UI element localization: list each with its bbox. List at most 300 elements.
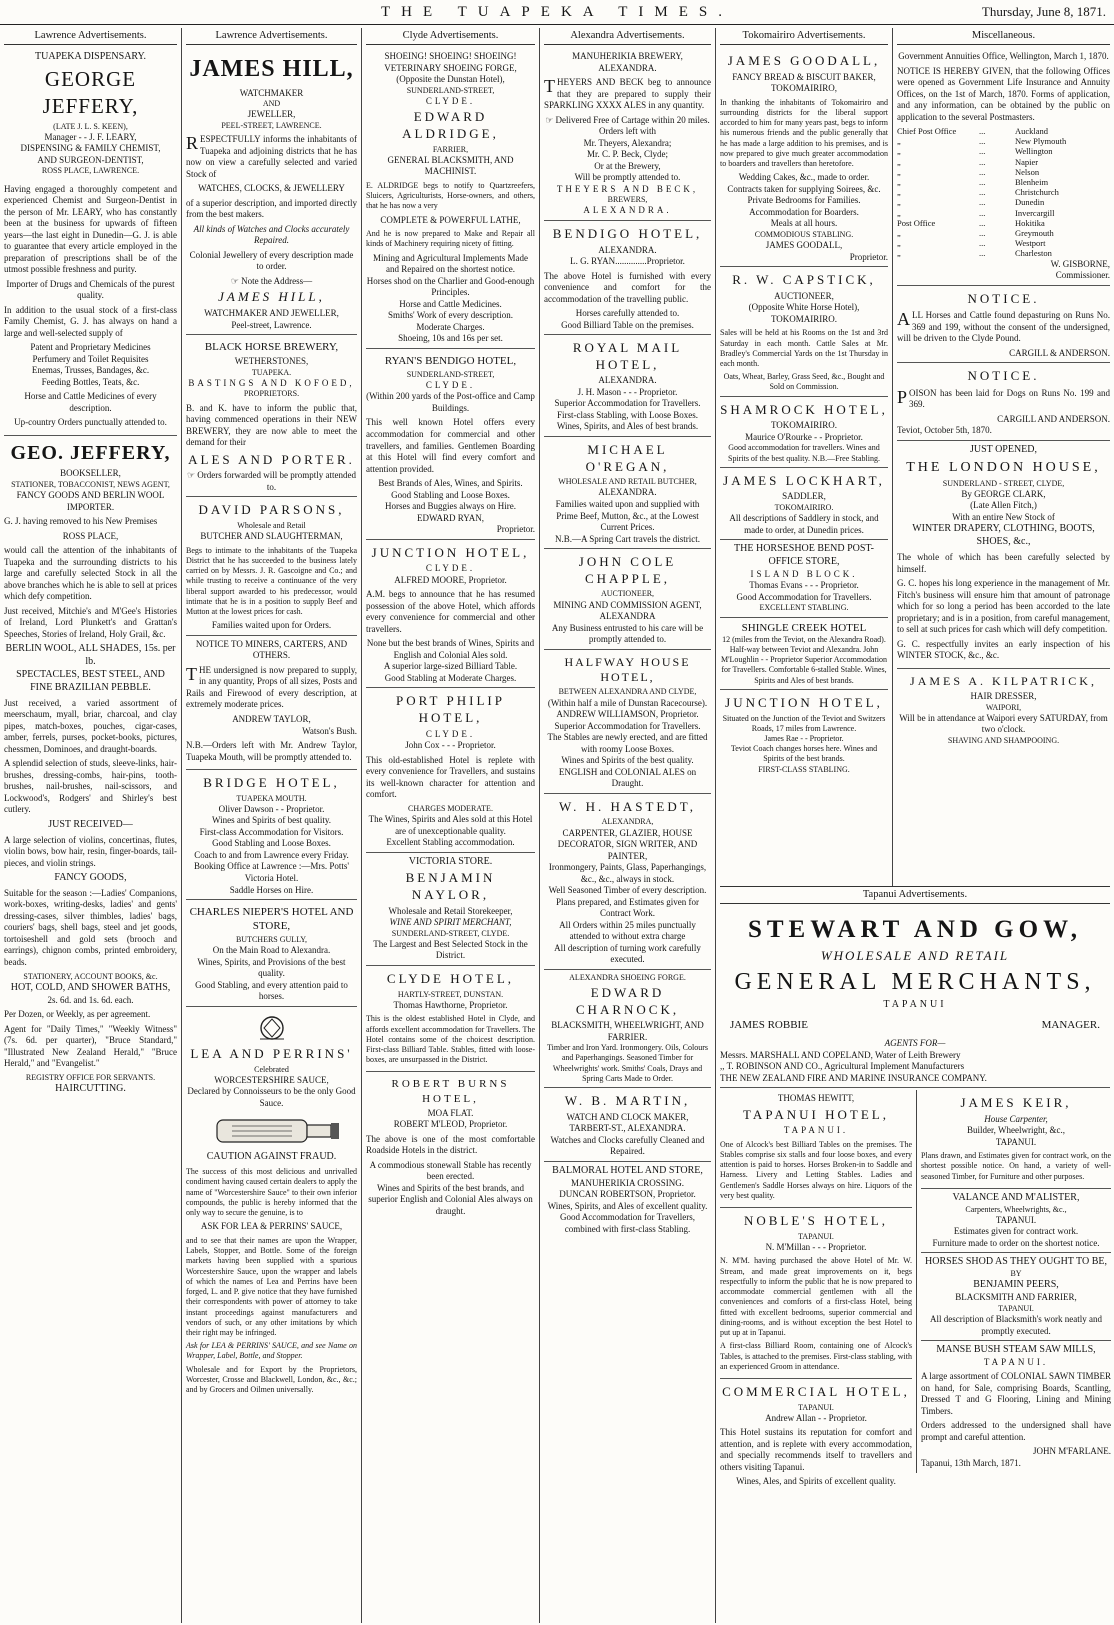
ad-line: EXCELLENT STABLING.: [759, 603, 849, 613]
ad-line: BENJAMIN PEERS,: [973, 1279, 1059, 1291]
ad-name: BENJAMIN NAYLOR,: [405, 870, 496, 902]
ad-text: Having engaged a thoroughly competent and experienced Chemist and Surgeon-Dentist in the person of Mr. LEARY, who has constantly been at the business for upwards of fifteen years—the last eight in Dunedin—G. J. is able to guarantee that every article employed in the preparation of prescriptions shall be of the utmost possible freshness and purity.: [4, 183, 177, 275]
ad-line: Wholesale and Retail: [237, 520, 306, 530]
ad-shamrock-hotel: [720, 397, 888, 468]
office-dots: ...: [979, 197, 986, 208]
ad-line: Smiths' Work of every description.: [388, 310, 513, 321]
ad-line: ALEXANDRA.: [598, 244, 657, 255]
ad-bendigo-hotel: [544, 221, 711, 335]
ad-line: TOKOMAIRIRO.: [770, 313, 838, 324]
ad-line: AND: [262, 99, 281, 109]
office-town: Charleston: [1015, 248, 1052, 259]
post-office-row: [897, 187, 1110, 197]
office-type: Chief Post Office: [897, 126, 957, 137]
ad-line: Horse and Cattle Medicines.: [399, 298, 502, 309]
ad-text: Suitable for the season :—Ladies' Companions, work-boxes, writing-desks, ladies' and gents' dressing-cases, silver thimbles, ladies' bags, couriers' bags, shell bags, steel and jet goods, tortoiseshell and gold sets (brooch and earrings), chignon combs, printed embroidery, beads.: [4, 887, 177, 967]
ad-name: W. H. HASTEDT,: [559, 798, 696, 814]
ad-text: A large assortment of COLONIAL SAWN TIMBER on hand, for Sale, comprising Boards, Scantling, Dressed T and G Flooring, Lining and Mining Timbers.: [921, 1371, 1111, 1416]
column-heading: Miscellaneous.: [897, 28, 1110, 45]
ad-line: Families waited upon and supplied with Prime Beef, Mutton, &c., at the Lowest Current Prices.: [555, 499, 700, 533]
ad-line: BREWERS,: [607, 195, 648, 205]
column-tokomairiro: [715, 28, 892, 886]
ad-port-philip-hotel: [366, 688, 535, 852]
ad-halfway-house-hotel: [544, 650, 711, 794]
ad-heading: NOTICE.: [967, 368, 1040, 384]
ad-line: A commodious stonewall Stable has recently been erected.: [369, 1159, 532, 1182]
ad-line: Oats, Wheat, Barley, Grass Seed, &c., Bought and Sold on Commission.: [723, 372, 885, 392]
ad-line: STATIONERY, ACCOUNT BOOKS, &c.: [23, 971, 158, 981]
ad-royal-mail-hotel: [544, 335, 711, 437]
ad-text: ALL Horses and Cattle found depasturing on Runs No. 369 and 199, without the consent of the undersigned, will be driven to the Clyde Pound.: [897, 309, 1110, 344]
office-type: „: [897, 248, 901, 259]
ad-line: J. H. Mason - - - Proprietor.: [577, 386, 678, 397]
ad-line: Wines and Spirits of the best brands, and superior English and Colonial Ales always on draught.: [368, 1182, 533, 1216]
ad-line: ALEXANDRA.: [598, 487, 657, 498]
masthead: [0, 0, 1114, 25]
ad-name: CHARLES NIEPER'S HOTEL AND STORE,: [189, 906, 354, 933]
ad-line: TARBERT-ST., ALEXANDRA.: [569, 1123, 686, 1134]
ad-line: Good Accommodation for Travellers.: [736, 591, 872, 602]
ad-line: PEEL-STREET, LAWRENCE.: [221, 120, 322, 130]
office-dots: ...: [979, 156, 986, 167]
ad-text: Sales will be held at his Rooms on the 1st and 3rd Saturday in each month. Cattle Sales at Mr. Bradley's Commercial Yards on the 1st Thursday in each month.: [720, 328, 888, 369]
ad-text: NOTICE IS HEREBY GIVEN, that the following Offices were opened as Government Life Insurance and Annuity Offices, on the 1st of March, 1870. Forms of application, and any information, can be obtained by the public on application to the several Postmasters.: [897, 65, 1110, 122]
ad-name: JAMES GOODALL,: [727, 53, 881, 68]
ad-line: Ironmongery, Paints, Glass, Paperhangings, &c., &c., always in stock.: [548, 862, 707, 884]
ad-line: N. M'Millan - - - Proprietor.: [765, 1241, 867, 1252]
ad-line: Coach to and from Lawrence every Friday. Booking Office at Lawrence :—Mrs. Potts' Victoria Hotel.: [194, 849, 349, 883]
ad-rw-capstick: [720, 267, 888, 397]
ad-text: The above is one of the most comfortable Roadside Hotels in the district.: [366, 1133, 535, 1156]
ad-text: of a superior description, and imported directly from the best makers.: [186, 197, 357, 220]
office-town: Napier: [1015, 156, 1039, 167]
ad-lea-and-perrins: [186, 1007, 357, 1401]
ad-text: A first-class Billiard Room, containing one of Alcock's Tables, is attached to the premises. First-class stabling, with an experienced Groom in attendance.: [720, 1341, 912, 1371]
ad-line: STATIONER, TOBACCONIST, NEWS AGENT,: [11, 479, 170, 489]
ad-line: The Stables are newly erected, and are fitted with roomy Loose Boxes.: [547, 732, 708, 754]
ad-hastedt: [544, 794, 711, 970]
ad-text: Plans drawn, and Estimates given for contract work, on the shortest possible notice. On hand, a variety of well-seasoned Timber, for Furniture and other purposes.: [921, 1151, 1111, 1181]
tapanui-left: [716, 1090, 916, 1491]
ad-line: WATCHMAKER: [239, 87, 304, 98]
column-heading: Alexandra Advertisements.: [544, 28, 711, 45]
office-dots: ...: [979, 227, 986, 238]
ad-line: ALEXANDRA: [599, 611, 656, 622]
office-town: Blenheim: [1015, 177, 1049, 188]
ad-george-jeffery-chemist: [4, 48, 177, 436]
column-miscellaneous: [892, 28, 1114, 886]
ad-name: MICHAEL O'REGAN,: [585, 442, 670, 474]
ad-line: Wholesale and Retail Storekeeper,: [388, 905, 513, 916]
ad-line: Contracts taken for supplying Soirees, &c.: [727, 183, 881, 194]
ad-line: ALEXANDRA.: [598, 62, 657, 73]
office-dots: ...: [979, 126, 986, 137]
ad-list-item: Enemas, Trusses, Bandages, &c.: [31, 365, 150, 376]
ad-text: THEYERS AND BECK beg to announce that they are prepared to supply their SPARKLING XXXX ALES in any quantity.: [544, 76, 711, 111]
ad-line: CLYDE.: [425, 379, 476, 390]
ad-line: WHOLESALE AND RETAIL BUTCHER,: [558, 477, 697, 487]
ad-text: In addition to the usual stock of a first-class Family Chemist, G. J. has always on hand a large and well-selected supply of: [4, 304, 177, 338]
office-dots: ...: [979, 187, 986, 198]
column-heading: Lawrence Advertisements.: [186, 28, 357, 45]
ad-text: 12 (miles from the Teviot, on the Alexandra Road). Half-way between Teviot and Alexandra. John M'Loughlin - - Proprietor Superior Accommodation for Travellers. Comfortable 6-stalled Stable. Wines, Spirits and Ales of best brands.: [720, 634, 888, 685]
ad-line: CLYDE.: [425, 728, 476, 739]
office-town: New Plymouth: [1015, 136, 1067, 147]
ad-line: VETERINARY SHOEING FORGE,: [384, 62, 517, 73]
ad-line: Families waited upon for Orders.: [211, 620, 332, 631]
ad-line: PROPRIETORS.: [243, 389, 300, 399]
ad-text: And he is now prepared to Make and Repair all kinds of Machinery requiring nicety of fitting.: [366, 229, 535, 249]
office-dots: ...: [979, 136, 986, 147]
ad-line: WETHERSTONES,: [234, 356, 309, 367]
ad-london-house: [897, 441, 1110, 669]
ad-line: TAPANUI.: [995, 1136, 1037, 1147]
ad-line: CARGILL & ANDERSON.: [1009, 347, 1110, 358]
ad-line: A superior large-sized Billiard Table.: [383, 661, 518, 672]
office-town: Auckland: [1015, 126, 1049, 137]
ad-name: THE HORSESHOE BEND POST-OFFICE STORE,: [734, 543, 874, 568]
ad-line: ENGLISH and COLONIAL ALES on Draught.: [558, 766, 697, 789]
ad-list-item: Patent and Proprietary Medicines: [30, 342, 151, 353]
ad-line: N.B.—A Spring Cart travels the district.: [555, 533, 700, 544]
ad-name: EDWARD ALDRIDGE,: [402, 109, 499, 141]
office-dots: ...: [979, 238, 986, 249]
ad-line: Or at the Brewery,: [594, 160, 661, 171]
ad-line: Tapanui, 13th March, 1871.: [921, 1457, 1021, 1468]
ad-line: THE NEW ZEALAND FIRE AND MARINE INSURANCE COMPANY.: [720, 1072, 987, 1083]
ad-text: A splendid selection of studs, sleeve-links, hair-brushes, dressing-combs, hair-pins, tooth-brushes, nail-brushes, nail-scissors, and Lockwood's, Rodgers' and Shirley's best cutlery.: [4, 758, 177, 815]
ad-name: HALFWAY HOUSE HOTEL,: [564, 654, 691, 684]
ad-line: DUNCAN ROBERTSON, Proprietor.: [559, 1189, 696, 1200]
ad-line: AUCTIONEER,: [774, 290, 834, 301]
ad-heading: JUST OPENED,: [969, 443, 1038, 455]
ad-name: SHINGLE CREEK HOTEL: [741, 621, 867, 634]
ad-line: TAPANUI.: [995, 1214, 1037, 1225]
ad-line: HAIR DRESSER,: [970, 691, 1037, 702]
ad-line: Estimates given for contract work.: [953, 1226, 1079, 1237]
post-office-row: [897, 248, 1110, 258]
ad-line: The Wines, Spirits and Ales sold at this Hotel are of unexceptionable quality.: [368, 814, 533, 836]
ad-line: ASK FOR LEA & PERRINS' SAUCE,: [200, 1221, 343, 1232]
ad-text: One of Alcock's best Billiard Tables on the premises. The Stables comprise six stalls and four loose boxes, and every attention is paid to horses. Horses Broken-in to Saddle and Harness. Livery and Letting Stables. Ladies and Gentlemen's Saddle Horses always on hire. Liquors of the very best quality.: [720, 1139, 912, 1200]
office-type: „: [897, 207, 901, 218]
ad-name: JUNCTION HOTEL,: [371, 544, 530, 560]
ad-line: SUNDERLAND - STREET, CLYDE,: [942, 478, 1065, 488]
ad-name: TAPANUI HOTEL,: [743, 1106, 889, 1122]
ad-line: Teviot Coach changes horses here. Wines and Spirits of the best brands.: [730, 744, 878, 764]
office-town: Invercargill: [1015, 207, 1055, 218]
ad-line: BLACKSMITH AND FARRIER,: [955, 1292, 1077, 1303]
ad-manse-bush-saw-mills: [921, 1341, 1111, 1472]
ad-line: Accommodation for Boarders.: [749, 206, 859, 217]
ad-line: ROSS PLACE,: [62, 530, 119, 541]
ad-line: Wines, Spirits, and Ales of excellent quality.: [547, 1200, 708, 1211]
post-office-row: [897, 177, 1110, 187]
ad-name: W. B. MARTIN,: [564, 1093, 691, 1109]
ad-line: SUNDERLAND-STREET,: [406, 85, 495, 95]
ad-line: JAMES ROBBIE: [730, 1019, 808, 1032]
ad-line: Maurice O'Rourke - - Proprietor.: [745, 431, 863, 442]
ad-line: ALEXANDRA.: [583, 205, 672, 216]
ad-text: This well known Hotel offers every accommodation for commercial and other travellers, and families. Gentlemen Boarding at this Hotel will find every comfort and attention provided.: [366, 417, 535, 474]
ad-line: Wedding Cakes, &c., made to order.: [738, 172, 870, 183]
column-heading: Clyde Advertisements.: [366, 28, 535, 45]
ad-ryans-bendigo-hotel: [366, 349, 535, 540]
ad-name: NOBLE'S HOTEL,: [743, 1213, 888, 1229]
ad-line: Any Business entrusted to his care will be promptly attended to.: [551, 622, 704, 645]
ad-line: COMPLETE & POWERFUL LATHE,: [380, 214, 521, 225]
ad-text: The whole of which has been carefully selected by himself.: [897, 552, 1110, 574]
ad-text: All kinds of Watches and Clocks accurately Repaired.: [193, 223, 350, 246]
ad-black-horse-brewery: [186, 335, 357, 497]
ad-line: Good Stabling at Moderate Charges.: [384, 672, 517, 683]
ad-line: L. G. RYAN..............Proprietor.: [570, 256, 685, 267]
ad-name: BALMORAL HOTEL AND STORE,: [552, 1164, 703, 1176]
ad-name: JUNCTION HOTEL,: [725, 694, 883, 710]
ad-text: N.B.—Orders left with Mr. Andrew Taylor, Tuapeka Mouth, will be promptly attended to.: [186, 740, 357, 762]
post-office-row: [897, 208, 1110, 218]
ad-name: GEORGE JEFFERY,: [42, 66, 139, 118]
ad-text: This old-established Hotel is replete with every convenience for Travellers, and sustains its well-known character for attention and comfort.: [366, 754, 535, 800]
ad-line: House Carpenter,: [984, 1113, 1048, 1124]
ad-junction-hotel-clyde: [366, 540, 535, 689]
ad-line: Mining and Agricultural Implements Made and Repaired on the shortest notice.: [373, 252, 528, 275]
column-heading: Tapanui Advertisements.: [720, 886, 1110, 904]
ad-government-annuities: [897, 48, 1110, 286]
ad-line: TAPANUI.: [798, 1231, 834, 1241]
ad-text: Just received, a varied assortment of meerschaum, myall, briar, charcoal, and clay pipes, match-boxes, pouches, cigar-cases, amber, ferrels, purses, pocket-books, pictures, chessmen, Dominoes, and draught-boards.: [4, 697, 177, 754]
ad-line: Wines, Spirits, and Provisions of the best quality.: [197, 956, 346, 979]
ad-line: Shoeing, 10s and 16s per set.: [398, 333, 503, 344]
ad-line: HAIRCUTTING.: [55, 1082, 126, 1094]
ad-line: MOA FLAT.: [427, 1107, 474, 1118]
office-type: Post Office: [897, 217, 936, 228]
ad-heading: CAUTION AGAINST FRAUD.: [206, 1151, 337, 1163]
ad-text: In thanking the inhabitants of Tokomairiro and surrounding districts for the liberal support accorded to him for many years past, begs to inform his numerous friends and the public generally that he has made a large addition to his premises, and is now prepared to give much greater accommodation to boarders and travellers than heretofore.: [720, 97, 888, 169]
ad-line: With an entire New Stock of: [952, 511, 1055, 522]
ad-name: ROYAL MAIL HOTEL,: [572, 340, 683, 372]
ad-line: None but the best brands of Wines, Spirits and English and Colonial Ales sold.: [366, 638, 535, 660]
ad-text: N. M'M. having purchased the above Hotel of Mr. W. Stream, and made great improvements on it, begs respectfully to inform the public that he is now prepared to accommodate commercial gentlemen with all the conveniences and comforts of a first-class Hotel, being fitted with excellent bedrooms, superior commercial and dining-rooms, and is without exception the best Hotel to put up at in Tapanui.: [720, 1256, 912, 1338]
ad-line: Declared by Connoisseurs to be the only Good Sauce.: [187, 1086, 356, 1108]
ad-text: This is the oldest established Hotel in Clyde, and affords excellent accommodation for Travellers. The Hotel contains some of the choicest description. First-class Billiard Table. Stables, fitted with loose-boxes, are unsurpassed in the District.: [366, 1014, 535, 1065]
ad-line: JOHN M'FARLANE.: [1033, 1446, 1111, 1457]
ad-text: and to see that their names are upon the Wrapper, Labels, Stopper, and Bottle. Some of the foreign markets having been supplied with a spurious Worcestershire Sauce, upon the wrapper and labels of which the names of Lea and Perrins have been forged, L. and P. give notice that they have furnished their correspondents with power of attorney to take instant proceedings against manufacturers and vendors of such, or any other imitations by which their right may be infringed.: [186, 1235, 357, 1337]
post-office-row: [897, 167, 1110, 177]
ad-line: (Opposite the Dunstan Hotel),: [396, 74, 505, 85]
ad-text: Ask for LEA & PERRINS' SAUCE, and see Name on Wrapper, Label, Bottle, and Stopper.: [186, 1341, 357, 1361]
ad-line: CARGILL AND ANDERSON.: [997, 413, 1110, 424]
ad-line: Wines and Spirits of best quality.: [211, 815, 332, 826]
ad-line: Good accommodation for travellers. Wines and Spirits of the best quality. N.B.—Free Stabling.: [728, 443, 880, 463]
ad-line: BOOKSELLER,: [60, 468, 121, 479]
ad-line: BLACKSMITH, WHEELWRIGHT, AND FARRIER.: [551, 1020, 704, 1042]
ad-heading: SHOEING! SHOEING! SHOEING!: [384, 51, 517, 61]
ad-name: VALANCE AND M'ALISTER,: [952, 1191, 1080, 1203]
ad-line: Saddle Horses on Hire.: [229, 884, 314, 895]
ad-line: Moderate Charges.: [416, 321, 485, 332]
post-office-row: [897, 126, 1110, 136]
ad-line: FANCY BREAD & BISCUIT BAKER,: [732, 71, 876, 82]
ad-line: TUAPEKA.: [251, 367, 292, 377]
ad-name: EDWARD CHARNOCK,: [575, 984, 680, 1017]
ad-line: Proprietor.: [849, 251, 888, 262]
ad-line: Mr. Theyers, Alexandra;: [583, 137, 672, 148]
post-office-row: [897, 228, 1110, 238]
ad-line: James Rae - - Proprietor.: [764, 733, 844, 743]
ad-line: ☞ Delivered Free of Cartage within 20 miles.: [545, 114, 710, 125]
ad-line: (LATE J. L. S. KEEN),: [53, 121, 128, 131]
column-heading: Lawrence Advertisements.: [4, 28, 177, 45]
office-town: Wellington: [1015, 146, 1053, 157]
ad-line: By GEORGE CLARK,: [961, 488, 1046, 499]
ad-text: Orders addressed to the undersigned shall have prompt and careful attention.: [921, 1420, 1111, 1442]
ad-line: TUAPEKA MOUTH.: [236, 793, 307, 803]
ad-line: Oliver Dawson - - Proprietor.: [218, 803, 325, 814]
ad-line: Mr. C. P. Beck, Clyde;: [586, 149, 668, 160]
ad-line: Horses carefully attended to.: [575, 308, 680, 319]
office-dots: ...: [979, 166, 986, 177]
ad-text: This Hotel sustains its reputation for comfort and attention, and is replete with every accommodation, and specially recommends itself to travellers and others visiting Tapanui.: [720, 1427, 912, 1472]
ad-list-item: Feeding Bottles, Teats, &c.: [41, 376, 140, 387]
ad-line: TAPANUI.: [783, 1125, 849, 1136]
ad-name: GEO. JEFFERY,: [10, 441, 171, 464]
ad-line: ALEXANDRA,: [601, 817, 654, 827]
section-tapanui: [715, 886, 1114, 1623]
ad-line: (Within 200 yards of the Post-office and Camp Buildings.: [366, 391, 535, 413]
ad-name: R. W. CAPSTICK,: [732, 272, 876, 288]
ad-line: ANDREW WILLIAMSON, Proprietor.: [556, 709, 699, 720]
ad-name: SHAMROCK HOTEL,: [720, 401, 888, 417]
ad-james-keir: [921, 1090, 1111, 1189]
ad-line: (Opposite White Horse Hotel),: [748, 302, 860, 313]
ad-line: Government Annuities Office, Wellington, March 1, 1870.: [898, 51, 1109, 61]
ad-line: REGISTRY OFFICE FOR SERVANTS.: [25, 1072, 156, 1082]
ad-heading: VICTORIA STORE.: [408, 855, 493, 867]
office-town: Christchurch: [1015, 187, 1059, 198]
ad-james-lockhart: [720, 468, 888, 540]
ad-text: Just received, Mitchie's and M'Gee's Histories of Ireland, Lord Plunkett's and Grattan's Speeches, Stories of Ireland, Holy Grail, &c.: [4, 605, 177, 639]
ad-line: ALFRED MOORE, Proprietor.: [394, 574, 507, 585]
post-office-row: [897, 238, 1110, 248]
column-lawrence-1: [0, 28, 181, 1623]
ad-stewart-and-gow: [720, 907, 1110, 1088]
ad-line: WINTER DRAPERY, CLOTHING, BOOTS, SHOES, &c.,: [912, 523, 1095, 548]
ad-line: GENERAL MERCHANTS,: [734, 968, 1096, 995]
ad-text: A large selection of violins, concertinas, flutes, violin bows, bow hair, resin, finger-boards, tail-pieces, and violin strings.: [4, 834, 177, 868]
ad-line: ROSS PLACE, LAWRENCE.: [41, 166, 140, 176]
column-alexandra: [539, 28, 715, 1623]
office-type: „: [897, 166, 901, 177]
ad-heading: ALEXANDRA SHOEING FORGE.: [569, 972, 686, 982]
ad-line: ☞ Note the Address—: [230, 275, 313, 286]
office-type: „: [897, 227, 901, 238]
ad-line: CLYDE.: [425, 563, 476, 574]
ad-line: DISPENSING & FAMILY CHEMIST,: [20, 143, 161, 154]
ad-line: GENERAL BLACKSMITH, AND MACHINIST.: [387, 154, 514, 177]
ad-line: TAPANUI.: [998, 1303, 1034, 1313]
ad-line: SHAVING AND SHAMPOOING.: [947, 735, 1060, 745]
ad-line: Good Stabling, and every attention paid to horses.: [195, 979, 348, 1002]
ad-line: CLYDE.: [425, 95, 476, 106]
ad-line: On the Main Road to Alexandra.: [212, 945, 331, 956]
office-type: „: [897, 156, 901, 167]
ad-name: JAMES LOCKHART,: [723, 472, 885, 488]
royal-crest-icon: [252, 1013, 292, 1043]
ad-notice-to-miners: [186, 636, 357, 770]
office-town: Westport: [1015, 238, 1046, 249]
ad-line: ANDREW TAYLOR,: [232, 713, 311, 724]
ad-notice-poison: [897, 363, 1110, 441]
ad-line: SADDLER,: [782, 491, 826, 502]
ad-line: JAMES GOODALL,: [765, 240, 843, 251]
ad-line: BUTCHER AND SLAUGHTERMAN,: [200, 531, 343, 542]
ad-line: Best Brands of Ales, Wines, and Spirits.: [378, 478, 523, 489]
ad-line: Will be promptly attended to.: [574, 172, 681, 183]
ad-line: Peel-street, Lawrence.: [231, 319, 312, 330]
ad-text: B. and K. have to inform the public that, having commenced operations in their NEW BREWERY, they are now able to meet the demand for their: [186, 402, 357, 448]
ad-junction-hotel-teviot: [720, 690, 888, 778]
ad-line: WATCH AND CLOCK MAKER,: [566, 1111, 689, 1122]
ad-line: John Cox - - - Proprietor.: [405, 740, 496, 751]
newspaper-title: THE TUAPEKA TIMES.: [380, 4, 734, 20]
ad-line: All description of Blacksmith's work neatly and promptly executed.: [929, 1314, 1103, 1336]
ad-heading: NOTICE TO MINERS, CARTERS, AND OTHERS.: [195, 638, 348, 661]
ad-wb-martin: [544, 1088, 711, 1162]
ad-line: JUST RECEIVED—: [48, 818, 133, 830]
ad-michael-oregan: [544, 437, 711, 549]
issue-date: Thursday, June 8, 1871.: [981, 4, 1106, 19]
office-type: „: [897, 238, 901, 249]
ad-text: G. C. respectfully invites an early inspection of his WINTER STOCK, &c., &c.: [897, 638, 1110, 661]
sauce-bottle-icon: [197, 1112, 347, 1148]
ad-charles-nieper: [186, 900, 357, 1007]
ad-james-kilpatrick: [897, 669, 1110, 749]
ad-line: FANCY GOODS,: [54, 872, 127, 884]
ad-line: CARPENTER, GLAZIER, HOUSE DECORATOR, SIGN WRITER, AND PAINTER,: [557, 827, 698, 861]
ad-james-goodall: [720, 48, 888, 267]
ad-line: Messrs. MARSHALL AND COPELAND, Water of Leith Brewery: [720, 1049, 961, 1060]
ad-line: Meals at all hours.: [770, 218, 838, 229]
ad-valance-and-malister: [921, 1189, 1111, 1254]
ad-line: The Largest and Best Selected Stock in the District.: [373, 938, 528, 961]
ad-line: MANUHERIKIA CROSSING.: [570, 1177, 684, 1188]
ad-text: The above Hotel is furnished with every convenience and comfort for the accommodation of the travelling public.: [544, 270, 711, 304]
office-dots: ...: [979, 146, 986, 157]
office-type: „: [897, 177, 901, 188]
ad-line: AND SURGEON-DENTIST,: [37, 154, 144, 165]
ad-line: W. GISBORNE,: [1050, 258, 1110, 269]
ad-text: Colonial Jewellery of every description made to order.: [189, 249, 354, 272]
ad-text: Horse and Cattle Medicines of every description.: [24, 391, 157, 413]
ad-name: PORT PHILIP HOTEL,: [396, 693, 505, 726]
ad-line: Timber and Iron Yard. Ironmongery. Oils, Colours and Paperhangings. Seasoned Timber for Wheelwrights' work. Smiths' Coals, Drays and Spring Carts Made to Order.: [547, 1043, 708, 1083]
ad-line: TAPANUI.: [798, 1402, 834, 1412]
ad-heading: TUAPEKA DISPENSARY.: [35, 51, 146, 62]
ad-clyde-hotel: [366, 966, 535, 1073]
office-type: „: [897, 187, 901, 198]
ad-line: WORCESTERSHIRE SAUCE,: [214, 1074, 329, 1085]
ad-benjamin-peers: [921, 1253, 1111, 1341]
ad-line: Good Stabling and Loose Boxes.: [212, 838, 331, 849]
ad-david-parsons: [186, 497, 357, 636]
ad-text: Importer of Drugs and Chemicals of the purest quality.: [6, 278, 175, 301]
ad-line: Private Bedrooms for Families.: [747, 195, 861, 206]
ad-line: Furniture made to order on the shortest notice.: [932, 1237, 1100, 1248]
column-heading: Tokomairiro Advertisements.: [720, 28, 888, 45]
ad-line: (Within half a mile of Dunstan Racecourse).: [547, 697, 708, 708]
ad-text: G. C. hopes his long experience in the management of Mr. Fitch's business will ensure him that amount of patronage which for so long a period has been accorded to the late proprietary; and is in a position, from careful management, to sell at such prices for cash which will defy competition.: [897, 578, 1110, 635]
